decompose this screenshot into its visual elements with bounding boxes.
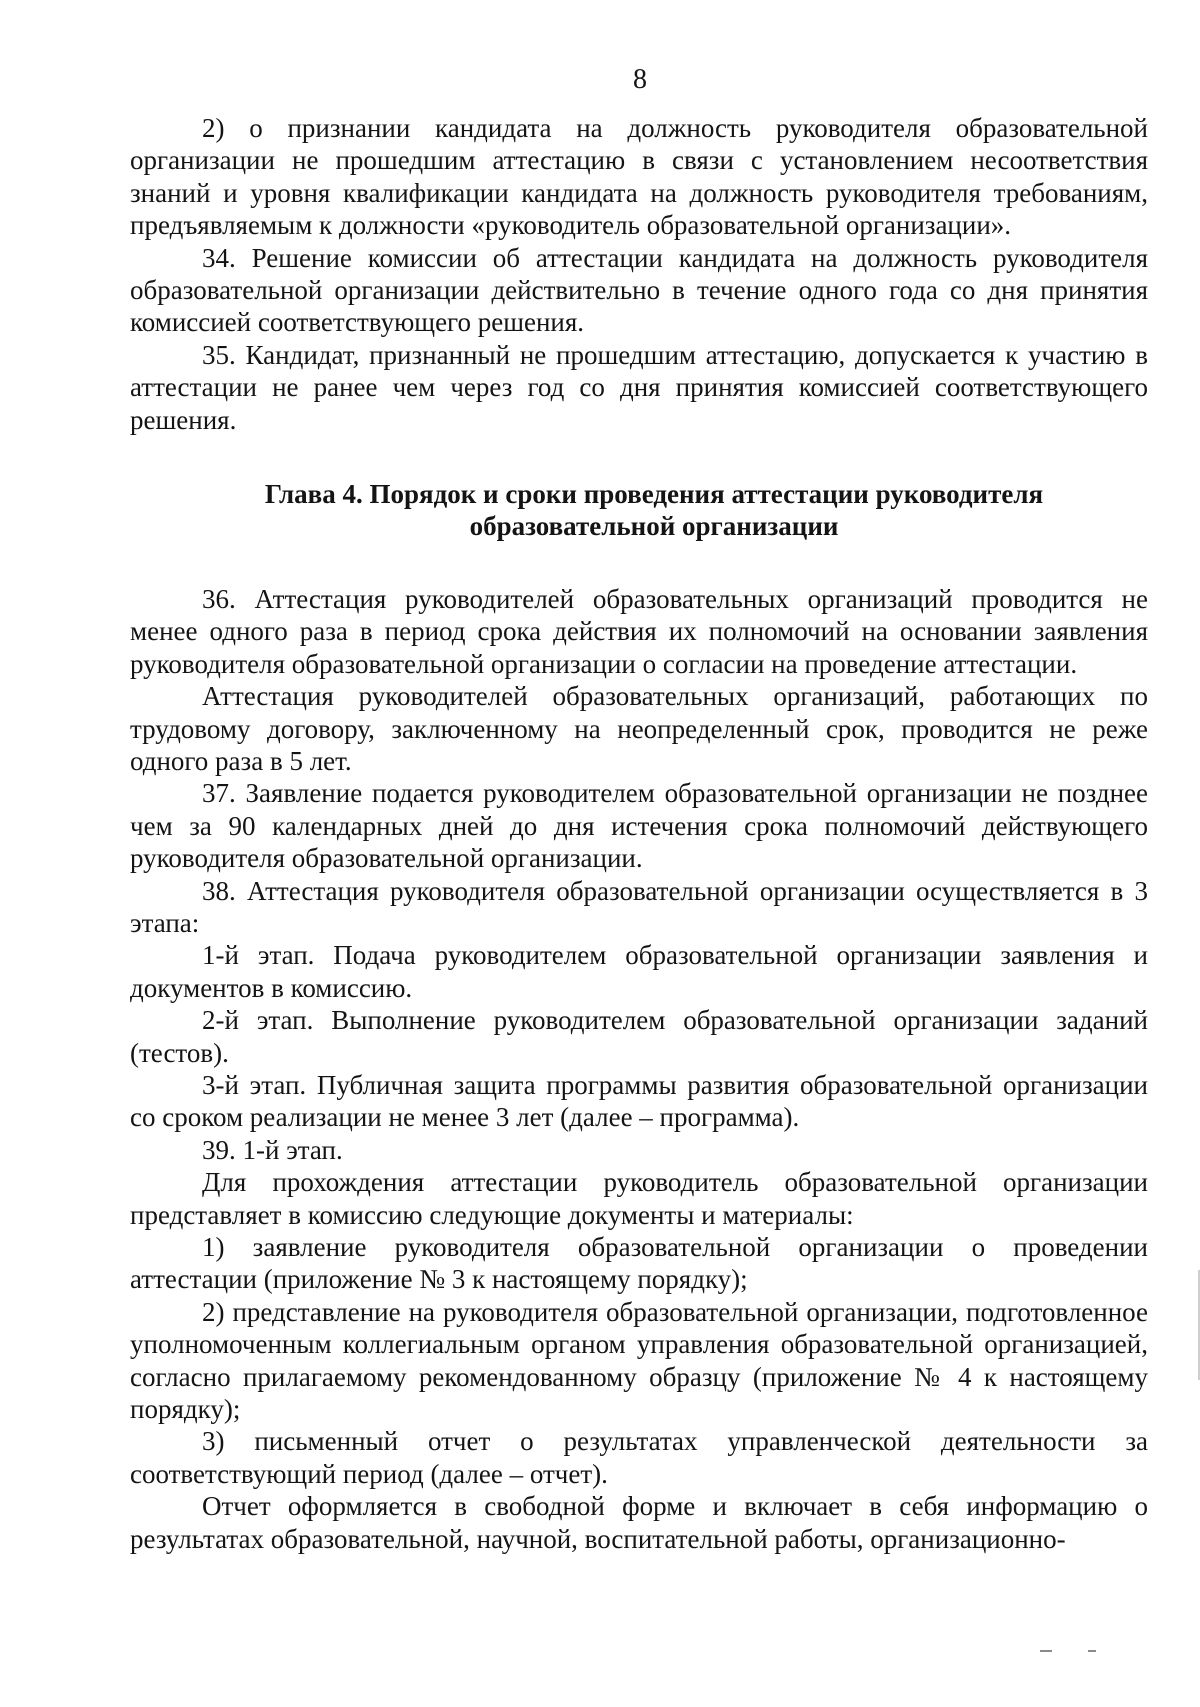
paragraph-36-indefinite-contract: Аттестация руководителей образовательных организаций, работающих по трудовому договору, заключенному на неопределенный срок, проводится не реже одного раза в 5 лет. — [130, 681, 1148, 776]
paragraph-35-reattestation: 35. Кандидат, признанный не прошедшим аттестацию, допускается к участию в аттестации не ранее чем через год со дня принятия комиссией соответствующего решения. — [130, 339, 1148, 435]
stage-2-description: 2-й этап. Выполнение руководителем образовательной организации заданий (тестов). — [130, 1005, 1148, 1068]
chapter-heading-line-1: Глава 4. Порядок и сроки проведения аттестации руководителя — [264, 479, 1044, 510]
paragraph-39-stage-1: 39. 1-й этап. — [202, 1134, 343, 1165]
paragraph-36-attestation-frequency: 36. Аттестация руководителей образовательных организаций проводится не менее одного раза в период срока действия их полномочий на основании заявления руководителя образовательной организации о согласии на проведение аттестации. — [130, 583, 1148, 679]
report-format-description: Отчет оформляется в свободной форме и включает в себя информацию о результатах образовательной, научной, воспитательной работы, организационно- — [130, 1491, 1148, 1554]
document-item-1-application: 1) заявление руководителя образовательной организации о проведении аттестации (приложение № 3 к настоящему порядку); — [130, 1232, 1148, 1295]
scan-speck — [1088, 1650, 1096, 1652]
document-item-2-submission: 2) представление на руководителя образовательной организации, подготовленное уполномоченным коллегиальным органом управления образовательной организацией, согласно прилагаемому рекомендованному образцу (приложение № 4 к настоящему порядку); — [130, 1296, 1148, 1425]
stage-3-description: 3-й этап. Публичная защита программы развития образовательной организации со сроком реализации не менее 3 лет (далее – программа). — [130, 1069, 1148, 1133]
paragraph-34-decision-validity: 34. Решение комиссии об аттестации кандидата на должность руководителя образовательной организации действительно в течение одного года со дня принятия комиссией соответствующего решения. — [130, 242, 1148, 338]
paragraph-38-three-stages: 38. Аттестация руководителя образовательной организации осуществляется в 3 этапа: — [130, 875, 1148, 938]
paragraph-37-application-deadline: 37. Заявление подается руководителем образовательной организации не позднее чем за 90 календарных дней до дня истечения срока полномочий действующего руководителя образовательной организации. — [130, 778, 1148, 874]
required-documents-intro: Для прохождения аттестации руководитель образовательной организации представляет в комиссию следующие документы и материалы: — [130, 1167, 1148, 1230]
document-body — [130, 112, 1148, 1555]
scan-speck — [1040, 1650, 1052, 1652]
paragraph-item-2-not-passed: 2) о признании кандидата на должность руководителя образовательной организации не прошедшим аттестацию в связи с установлением несоответствия знаний и уровня квалификации кандидата на должность руководителя требованиям, предъявляемым к должности «руководитель образовательной организации». — [130, 113, 1148, 241]
document-item-3-report: 3) письменный отчет о результатах управленческой деятельности за соответствующий период (далее – отчет). — [130, 1426, 1148, 1489]
chapter-heading-line-2: образовательной организации — [469, 511, 839, 542]
chapter-heading — [130, 478, 1148, 543]
page-number: 8 — [633, 64, 647, 95]
stage-1-description: 1-й этап. Подача руководителем образовательной организации заявления и документов в комиссию. — [130, 940, 1148, 1003]
